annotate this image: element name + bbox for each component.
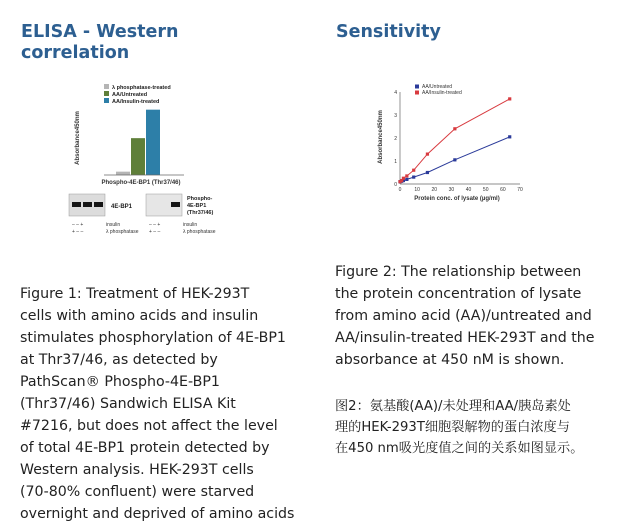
caption-line: AA/insulin-treated HEK-293T and the	[335, 330, 595, 346]
legend-swatch	[104, 91, 109, 96]
x-tick-label: 60	[500, 187, 506, 193]
caption-line: absorbance at 450 nM is shown.	[335, 352, 565, 368]
y-tick-label: 3	[394, 113, 397, 119]
cn-caption-line: 图2：氨基酸(AA)/未处理和AA/胰岛素处	[335, 399, 571, 414]
blot-band	[83, 202, 92, 207]
cn-caption-line: 理的HEK-293T细胞裂解物的蛋白浓度与	[335, 420, 570, 435]
figure2-caption-chinese	[335, 396, 583, 459]
data-point	[412, 169, 415, 172]
legend-swatch	[415, 91, 419, 95]
legend-swatch	[104, 98, 109, 103]
caption-line: at Thr37/46, as detected by	[20, 352, 218, 368]
data-point	[426, 171, 429, 174]
figure1-bar-chart	[66, 80, 241, 190]
caption-line: Figure 2: The relationship between	[335, 264, 582, 280]
data-point	[426, 153, 429, 156]
data-point	[405, 178, 408, 181]
blot-band	[94, 202, 103, 207]
caption-line: (70-80% confluent) were starved	[20, 484, 255, 500]
y-tick-label: 4	[394, 90, 397, 96]
caption-line: stimulates phosphorylation of 4E-BP1	[20, 330, 286, 346]
blot-label: 4E-BP1	[111, 204, 133, 210]
caption-line: Western analysis. HEK-293T cells	[20, 462, 254, 478]
blot-band	[171, 202, 180, 207]
x-axis-label: Phospho-4E-BP1 (Thr37/46)	[101, 180, 181, 186]
legend-label: AA/Insulin-treated	[112, 99, 160, 105]
caption-line: cells with amino acids and insulin	[20, 308, 259, 324]
y-tick-label: 2	[394, 136, 397, 142]
x-axis-label: Protein conc. of lysate (µg/ml)	[414, 196, 500, 202]
legend-swatch	[415, 85, 419, 89]
data-point	[405, 174, 408, 177]
data-point	[508, 97, 511, 100]
figure1-heading	[21, 22, 179, 64]
cn-caption-line: 在450 nm吸光度值之间的关系如图显示。	[335, 441, 584, 456]
legend-label: λ phosphatase-treated	[112, 85, 171, 91]
western-blot	[66, 190, 241, 245]
y-axis-label: Absorbance450nm	[378, 110, 384, 164]
caption-line: from amino acid (AA)/untreated and	[335, 308, 592, 324]
data-point	[402, 177, 405, 180]
treatment-label: insulin	[106, 222, 121, 228]
caption-line: Figure 1: Treatment of HEK-293T	[20, 286, 250, 302]
series-line	[400, 99, 510, 182]
blot-label: 4E-BP1	[187, 203, 207, 209]
heading-line: ELISA - Western	[21, 22, 179, 42]
y-tick-label: 0	[394, 182, 397, 188]
x-tick-label: 20	[431, 187, 438, 193]
treatment-signs: – – +	[149, 222, 161, 228]
legend-label: AA/Insulin-treated	[422, 90, 462, 96]
caption-line: (Thr37/46) Sandwich ELISA Kit	[20, 396, 236, 412]
treatment-label: insulin	[183, 222, 198, 228]
figure2-heading: Sensitivity	[336, 22, 441, 42]
treatment-signs: – – +	[72, 222, 84, 228]
treatment-signs: + – –	[149, 229, 161, 235]
legend-swatch	[104, 84, 109, 89]
legend-label: AA/Untreated	[422, 84, 453, 90]
blot-label: (Thr37/46)	[187, 210, 214, 216]
x-tick-label: 30	[448, 187, 455, 193]
data-point	[453, 158, 456, 161]
y-axis-label: Absorbance450nm	[75, 111, 81, 165]
caption-line: of total 4E-BP1 protein detected by	[20, 440, 270, 456]
treatment-label: λ phosphatase	[106, 229, 139, 235]
caption-line: overnight and deprived of amino acids	[20, 506, 295, 522]
bar	[146, 110, 160, 175]
x-tick-label: 40	[465, 187, 472, 193]
figure2-caption	[335, 261, 595, 371]
legend-label: AA/Untreated	[112, 92, 148, 98]
x-tick-label: 70	[517, 187, 523, 193]
y-tick-label: 1	[394, 159, 397, 165]
treatment-signs: + – –	[72, 229, 84, 235]
bar	[131, 138, 145, 175]
x-tick-label: 50	[482, 187, 489, 193]
data-point	[508, 135, 511, 138]
data-point	[453, 127, 456, 130]
caption-line: #7216, but does not affect the level	[20, 418, 278, 434]
figure1-caption	[20, 283, 294, 525]
caption-line: PathScan® Phospho-4E-BP1	[20, 374, 220, 390]
bar	[116, 172, 130, 175]
caption-line: the protein concentration of lysate	[335, 286, 582, 302]
x-tick-label: 0	[398, 187, 402, 193]
blot-label: Phospho-	[187, 196, 213, 202]
data-point	[412, 176, 415, 179]
blot-band	[72, 202, 81, 207]
figure2-line-chart	[370, 82, 530, 207]
x-tick-label: 10	[414, 187, 420, 193]
heading-line: correlation	[21, 43, 130, 63]
treatment-label: λ phosphatase	[183, 229, 216, 235]
